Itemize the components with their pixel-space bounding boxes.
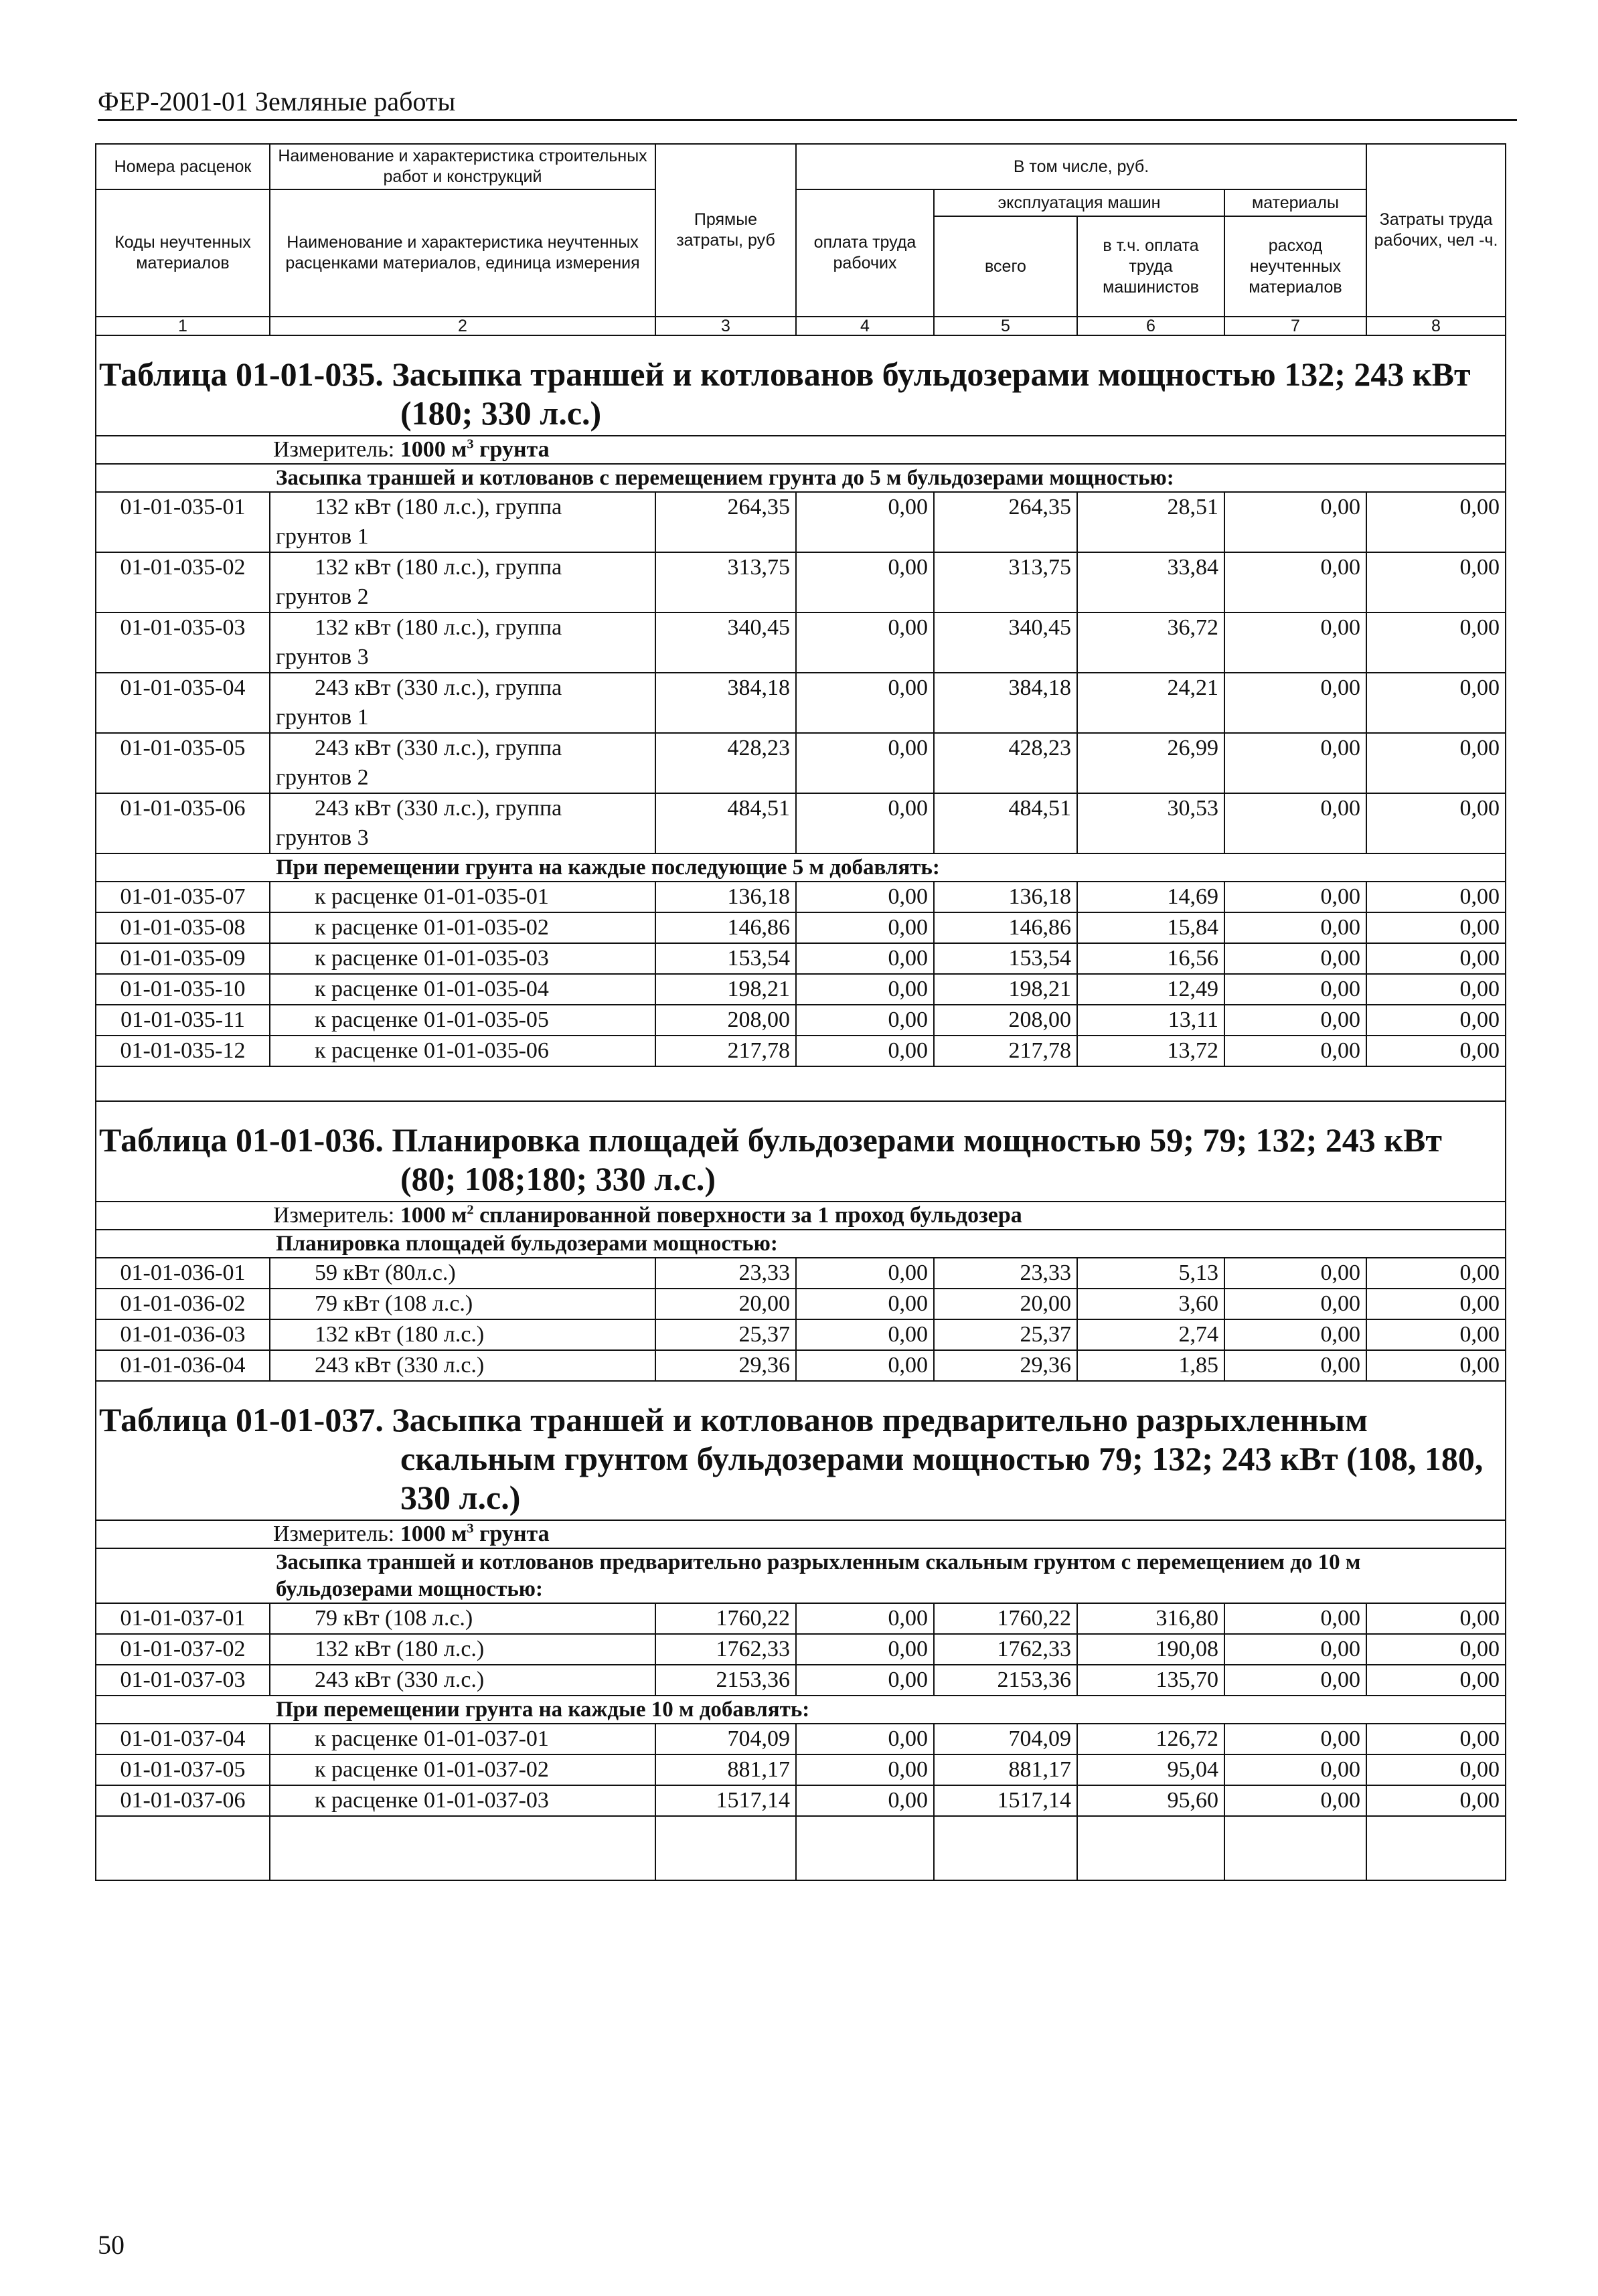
value-c6: 316,80 [1077, 1603, 1224, 1634]
value-c7: 0,00 [1224, 492, 1366, 552]
table-row [96, 1785, 1506, 1816]
value-c5: 217,78 [934, 1036, 1077, 1066]
value-c7: 0,00 [1224, 1785, 1366, 1816]
value-c7: 0,00 [1224, 943, 1366, 974]
table-036-meter: Измеритель: 1000 $м^2$ спланированной поверхности за 1 проход бульдозера [96, 1202, 1506, 1230]
rate-code: 01-01-035-12 [96, 1036, 270, 1066]
value-c5: 484,51 [934, 793, 1077, 853]
rate-name-line1: к расценке 01-01-035-05 [315, 1007, 549, 1032]
table-035-section2: При перемещении грунта на каждые последующие 5 м добавлять: [96, 853, 1506, 882]
table-row [96, 1350, 1506, 1381]
rate-name [270, 1258, 655, 1289]
rate-code: 01-01-036-02 [96, 1289, 270, 1319]
value-c3: 136,18 [655, 882, 796, 912]
value-c5: 23,33 [934, 1258, 1077, 1289]
value-c6: 12,49 [1077, 974, 1224, 1005]
rate-code: 01-01-037-04 [96, 1724, 270, 1754]
value-c8: 0,00 [1366, 943, 1506, 974]
value-c7: 0,00 [1224, 1634, 1366, 1665]
rate-code: 01-01-035-05 [96, 733, 270, 793]
value-c6: 24,21 [1077, 673, 1224, 733]
value-c4: 0,00 [796, 1603, 934, 1634]
value-c7: 0,00 [1224, 912, 1366, 943]
value-c7: 0,00 [1224, 1754, 1366, 1785]
header-num: 6 [1077, 317, 1224, 335]
value-c4: 0,00 [796, 793, 934, 853]
table-row [96, 1603, 1506, 1634]
value-c3: 146,86 [655, 912, 796, 943]
table-row [96, 673, 1506, 733]
value-c3: 20,00 [655, 1289, 796, 1319]
value-c6: 26,99 [1077, 733, 1224, 793]
value-c7: 0,00 [1224, 1350, 1366, 1381]
table-row [96, 552, 1506, 612]
header-numbers [96, 317, 1506, 335]
table-036-rows1 [96, 1258, 1506, 1381]
value-c5: 198,21 [934, 974, 1077, 1005]
value-c5: 428,23 [934, 733, 1077, 793]
page-number: 50 [98, 2230, 125, 2260]
value-c8: 0,00 [1366, 1665, 1506, 1696]
value-c6: 2,74 [1077, 1319, 1224, 1350]
table-row [96, 1319, 1506, 1350]
value-c6: 13,11 [1077, 1005, 1224, 1036]
value-c5: 136,18 [934, 882, 1077, 912]
value-c4: 0,00 [796, 612, 934, 673]
value-c8: 0,00 [1366, 1319, 1506, 1350]
header-machines: эксплуатация машин [934, 189, 1224, 216]
rate-name-line2: грунтов 3 [276, 825, 369, 850]
value-c6: 16,56 [1077, 943, 1224, 974]
rate-code: 01-01-035-01 [96, 492, 270, 552]
value-c7: 0,00 [1224, 1665, 1366, 1696]
value-c6: 15,84 [1077, 912, 1224, 943]
value-c5: 1517,14 [934, 1785, 1077, 1816]
value-c6: 95,04 [1077, 1754, 1224, 1785]
value-c6: 190,08 [1077, 1634, 1224, 1665]
value-c6: 135,70 [1077, 1665, 1224, 1696]
header-incl: В том числе, руб. [796, 144, 1366, 189]
rate-name [270, 1319, 655, 1350]
rate-code: 01-01-037-05 [96, 1754, 270, 1785]
header-col7: расход неучтенных материалов [1224, 216, 1366, 317]
value-c4: 0,00 [796, 1289, 934, 1319]
value-c6: 28,51 [1077, 492, 1224, 552]
table-035-title: Таблица 01-01-035. Засыпка траншей и котлованов бульдозерами мощностью 132; 243 кВт (180; 330 л.с.) [96, 335, 1506, 436]
rate-name-line1: 243 кВт (330 л.с.), группа [315, 675, 562, 700]
value-c5: 1760,22 [934, 1603, 1077, 1634]
rate-name [270, 943, 655, 974]
table-037-meter: Измеритель: 1000 $м^3$ грунта [96, 1520, 1506, 1548]
rate-name-line1: к расценке 01-01-035-03 [315, 946, 549, 971]
rate-name-line1: к расценке 01-01-035-02 [315, 915, 549, 940]
value-c6: 13,72 [1077, 1036, 1224, 1066]
table-037-rows1 [96, 1603, 1506, 1696]
value-c3: 1760,22 [655, 1603, 796, 1634]
rate-code: 01-01-037-01 [96, 1603, 270, 1634]
value-c6: 126,72 [1077, 1724, 1224, 1754]
rate-name-line2: грунтов 1 [276, 524, 369, 549]
value-c6: 95,60 [1077, 1785, 1224, 1816]
value-c7: 0,00 [1224, 974, 1366, 1005]
rate-name-line1: 79 кВт (108 л.с.) [315, 1606, 473, 1631]
rate-name [270, 1634, 655, 1665]
rate-name-line1: к расценке 01-01-035-04 [315, 977, 549, 1001]
value-c8: 0,00 [1366, 1634, 1506, 1665]
table-row [96, 1754, 1506, 1785]
value-c4: 0,00 [796, 1724, 934, 1754]
table-036-title: Таблица 01-01-036. Планировка площадей бульдозерами мощностью 59; 79; 132; 243 кВт (80; 108;180; 330 л.с.) [96, 1101, 1506, 1202]
value-c7: 0,00 [1224, 1603, 1366, 1634]
value-c8: 0,00 [1366, 612, 1506, 673]
rate-name [270, 673, 655, 733]
value-c8: 0,00 [1366, 882, 1506, 912]
value-c8: 0,00 [1366, 1289, 1506, 1319]
rate-name-line1: к расценке 01-01-035-01 [315, 884, 549, 909]
header-col2b: Наименование и характеристика неучтенных расценками материалов, единица измерения [270, 189, 655, 317]
rate-name [270, 912, 655, 943]
value-c4: 0,00 [796, 1754, 934, 1785]
rate-name-line1: 243 кВт (330 л.с.) [315, 1667, 485, 1692]
value-c8: 0,00 [1366, 1724, 1506, 1754]
table-row [96, 492, 1506, 552]
value-c7: 0,00 [1224, 882, 1366, 912]
rate-name [270, 1005, 655, 1036]
rate-name-line1: 132 кВт (180 л.с.), группа [315, 495, 562, 519]
value-c4: 0,00 [796, 912, 934, 943]
value-c7: 0,00 [1224, 1258, 1366, 1289]
rate-name-line1: к расценке 01-01-035-06 [315, 1038, 549, 1063]
rate-name-line1: к расценке 01-01-037-01 [315, 1726, 549, 1751]
table-row [96, 1665, 1506, 1696]
rate-name [270, 1603, 655, 1634]
value-c3: 313,75 [655, 552, 796, 612]
value-c5: 1762,33 [934, 1634, 1077, 1665]
rate-code: 01-01-035-10 [96, 974, 270, 1005]
rate-name [270, 492, 655, 552]
value-c8: 0,00 [1366, 1036, 1506, 1066]
table-row [96, 1724, 1506, 1754]
table-row [96, 1258, 1506, 1289]
value-c4: 0,00 [796, 1036, 934, 1066]
header-materials: материалы [1224, 189, 1366, 216]
value-c4: 0,00 [796, 552, 934, 612]
header-num: 5 [934, 317, 1077, 335]
rate-name [270, 974, 655, 1005]
table-035-rows2 [96, 882, 1506, 1066]
table-037 [96, 1381, 1506, 1603]
value-c4: 0,00 [796, 1634, 934, 1665]
value-c8: 0,00 [1366, 552, 1506, 612]
value-c6: 33,84 [1077, 552, 1224, 612]
rates-table [95, 143, 1506, 1881]
table-037-section1: Засыпка траншей и котлованов предварительно разрыхленным скальным грунтом с перемещением до 10 м бульдозерами мощностью: [96, 1548, 1506, 1603]
value-c3: 1762,33 [655, 1634, 796, 1665]
table-tail [96, 1816, 1506, 1880]
value-c4: 0,00 [796, 943, 934, 974]
value-c7: 0,00 [1224, 793, 1366, 853]
table-036-section1: Планировка площадей бульдозерами мощностью: [96, 1230, 1506, 1258]
table-row [96, 612, 1506, 673]
spacer [96, 1066, 1506, 1101]
rate-name [270, 612, 655, 673]
rate-code: 01-01-035-11 [96, 1005, 270, 1036]
table-row [96, 1036, 1506, 1066]
rate-name-line1: к расценке 01-01-037-03 [315, 1788, 549, 1813]
value-c6: 30,53 [1077, 793, 1224, 853]
rate-code: 01-01-035-07 [96, 882, 270, 912]
value-c3: 881,17 [655, 1754, 796, 1785]
table-035-meter: Измеритель: 1000 $м^3$ грунта [96, 436, 1506, 464]
value-c6: 5,13 [1077, 1258, 1224, 1289]
header-num: 1 [96, 317, 270, 335]
table-037-section2: При перемещении грунта на каждые 10 м добавлять: [96, 1696, 1506, 1724]
rate-name [270, 1289, 655, 1319]
rate-name [270, 1350, 655, 1381]
table-037-title: Таблица 01-01-037. Засыпка траншей и котлованов предварительно разрыхленным скальным грунтом бульдозерами мощностью 79; 132; 243 кВт (108, 180, 330 л.с.) [96, 1381, 1506, 1520]
value-c5: 153,54 [934, 943, 1077, 974]
value-c8: 0,00 [1366, 793, 1506, 853]
table-035-section1: Засыпка траншей и котлованов с перемещением грунта до 5 м бульдозерами мощностью: [96, 464, 1506, 492]
rate-code: 01-01-036-03 [96, 1319, 270, 1350]
header-num: 4 [796, 317, 934, 335]
rate-code: 01-01-035-06 [96, 793, 270, 853]
value-c8: 0,00 [1366, 1754, 1506, 1785]
value-c5: 20,00 [934, 1289, 1077, 1319]
header-col1b: Коды неучтенных материалов [96, 189, 270, 317]
table-row [96, 1634, 1506, 1665]
value-c3: 29,36 [655, 1350, 796, 1381]
rate-name-line1: 132 кВт (180 л.с.) [315, 1637, 485, 1661]
value-c3: 2153,36 [655, 1665, 796, 1696]
rate-name-line1: 243 кВт (330 л.с.) [315, 1353, 485, 1378]
value-c5: 704,09 [934, 1724, 1077, 1754]
value-c6: 1,85 [1077, 1350, 1224, 1381]
rate-name-line2: грунтов 1 [276, 705, 369, 730]
value-c3: 384,18 [655, 673, 796, 733]
value-c7: 0,00 [1224, 673, 1366, 733]
value-c4: 0,00 [796, 492, 934, 552]
rate-name [270, 552, 655, 612]
value-c4: 0,00 [796, 1665, 934, 1696]
rate-code: 01-01-037-03 [96, 1665, 270, 1696]
value-c5: 2153,36 [934, 1665, 1077, 1696]
table-035 [96, 335, 1506, 492]
value-c7: 0,00 [1224, 733, 1366, 793]
table-row [96, 793, 1506, 853]
rate-name-line1: 243 кВт (330 л.с.), группа [315, 736, 562, 760]
header-col3: Прямые затраты, руб [655, 144, 796, 317]
value-c8: 0,00 [1366, 1603, 1506, 1634]
running-head: ФЕР-2001-01 Земляные работы [98, 86, 1517, 121]
table-row [96, 882, 1506, 912]
table-row [96, 943, 1506, 974]
value-c7: 0,00 [1224, 1005, 1366, 1036]
value-c6: 36,72 [1077, 612, 1224, 673]
value-c8: 0,00 [1366, 673, 1506, 733]
value-c3: 23,33 [655, 1258, 796, 1289]
value-c3: 1517,14 [655, 1785, 796, 1816]
value-c3: 428,23 [655, 733, 796, 793]
table-row [96, 912, 1506, 943]
value-c8: 0,00 [1366, 492, 1506, 552]
header-col1a: Номера расценок [96, 144, 270, 189]
value-c3: 217,78 [655, 1036, 796, 1066]
rate-code: 01-01-035-04 [96, 673, 270, 733]
rate-name [270, 733, 655, 793]
value-c8: 0,00 [1366, 1258, 1506, 1289]
rate-name-line1: 59 кВт (80л.с.) [315, 1260, 456, 1285]
header-num: 3 [655, 317, 796, 335]
value-c5: 881,17 [934, 1754, 1077, 1785]
header-col2a: Наименование и характеристика строительных работ и конструкций [270, 144, 655, 189]
value-c4: 0,00 [796, 1319, 934, 1350]
value-c5: 208,00 [934, 1005, 1077, 1036]
value-c8: 0,00 [1366, 974, 1506, 1005]
rate-name [270, 1665, 655, 1696]
rate-code: 01-01-037-02 [96, 1634, 270, 1665]
value-c8: 0,00 [1366, 1005, 1506, 1036]
value-c5: 146,86 [934, 912, 1077, 943]
rate-name [270, 1785, 655, 1816]
header-num: 8 [1366, 317, 1506, 335]
rate-name-line2: грунтов 2 [276, 584, 369, 609]
value-c6: 14,69 [1077, 882, 1224, 912]
value-c8: 0,00 [1366, 1785, 1506, 1816]
value-c3: 264,35 [655, 492, 796, 552]
value-c4: 0,00 [796, 1785, 934, 1816]
header-num: 7 [1224, 317, 1366, 335]
value-c5: 29,36 [934, 1350, 1077, 1381]
rate-code: 01-01-036-01 [96, 1258, 270, 1289]
rate-name-line1: 132 кВт (180 л.с.) [315, 1322, 485, 1347]
value-c7: 0,00 [1224, 1289, 1366, 1319]
table-header [96, 144, 1506, 335]
value-c5: 384,18 [934, 673, 1077, 733]
value-c5: 264,35 [934, 492, 1077, 552]
table-036 [96, 1101, 1506, 1258]
value-c4: 0,00 [796, 733, 934, 793]
rate-name-line1: 132 кВт (180 л.с.), группа [315, 615, 562, 640]
value-c3: 198,21 [655, 974, 796, 1005]
value-c3: 704,09 [655, 1724, 796, 1754]
value-c4: 0,00 [796, 1350, 934, 1381]
header-col4: оплата труда рабочих [796, 189, 934, 317]
value-c4: 0,00 [796, 974, 934, 1005]
value-c5: 313,75 [934, 552, 1077, 612]
value-c8: 0,00 [1366, 912, 1506, 943]
value-c8: 0,00 [1366, 733, 1506, 793]
rate-name [270, 1036, 655, 1066]
value-c6: 3,60 [1077, 1289, 1224, 1319]
rate-code: 01-01-035-09 [96, 943, 270, 974]
value-c7: 0,00 [1224, 1319, 1366, 1350]
value-c3: 25,37 [655, 1319, 796, 1350]
header-col5: всего [934, 216, 1077, 317]
value-c5: 25,37 [934, 1319, 1077, 1350]
rate-code: 01-01-035-03 [96, 612, 270, 673]
rate-name-line1: к расценке 01-01-037-02 [315, 1757, 549, 1782]
rate-code: 01-01-035-08 [96, 912, 270, 943]
rate-name-line1: 243 кВт (330 л.с.), группа [315, 796, 562, 821]
value-c4: 0,00 [796, 673, 934, 733]
value-c3: 340,45 [655, 612, 796, 673]
value-c4: 0,00 [796, 1005, 934, 1036]
rate-code: 01-01-035-02 [96, 552, 270, 612]
value-c4: 0,00 [796, 882, 934, 912]
rate-name-line2: грунтов 3 [276, 645, 369, 669]
value-c3: 208,00 [655, 1005, 796, 1036]
table-035-rows1 [96, 492, 1506, 853]
rate-code: 01-01-037-06 [96, 1785, 270, 1816]
value-c7: 0,00 [1224, 552, 1366, 612]
rate-name-line1: 132 кВт (180 л.с.), группа [315, 555, 562, 580]
rate-name-line2: грунтов 2 [276, 765, 369, 790]
rate-name [270, 1754, 655, 1785]
value-c3: 153,54 [655, 943, 796, 974]
header-col8: Затраты труда рабочих, чел -ч. [1366, 144, 1506, 317]
rate-name [270, 793, 655, 853]
header-num: 2 [270, 317, 655, 335]
table-row [96, 1005, 1506, 1036]
value-c4: 0,00 [796, 1258, 934, 1289]
value-c7: 0,00 [1224, 1724, 1366, 1754]
table-row [96, 974, 1506, 1005]
rate-name [270, 882, 655, 912]
rate-name-line1: 79 кВт (108 л.с.) [315, 1291, 473, 1316]
table-037-rows2 [96, 1724, 1506, 1816]
value-c3: 484,51 [655, 793, 796, 853]
value-c5: 340,45 [934, 612, 1077, 673]
table-row [96, 733, 1506, 793]
value-c7: 0,00 [1224, 612, 1366, 673]
table-row [96, 1289, 1506, 1319]
header-col6: в т.ч. оплата труда машинистов [1077, 216, 1224, 317]
value-c8: 0,00 [1366, 1350, 1506, 1381]
rate-name [270, 1724, 655, 1754]
value-c7: 0,00 [1224, 1036, 1366, 1066]
rate-code: 01-01-036-04 [96, 1350, 270, 1381]
